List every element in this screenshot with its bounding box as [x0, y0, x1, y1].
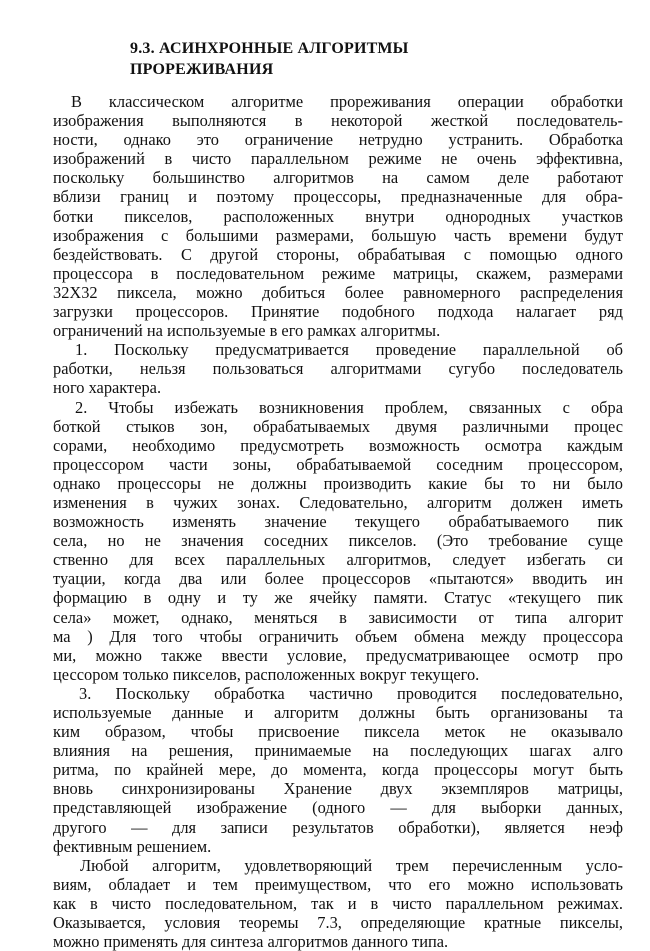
text-line: процессора в последовательном режиме матрицы, скажем, размерами: [53, 263, 623, 283]
text-line: поскольку большинство алгоритмов на самом деле работают: [53, 168, 623, 188]
text-line: ограничений на используемые в его рамках алгоритмы.: [53, 321, 441, 341]
text-line: В классическом алгоритме прореживания операции обработки: [71, 92, 623, 111]
text-line: ботки пикселов, расположенных внутри однородных участков: [53, 206, 623, 226]
text-line: цессором только пикселов, расположенных вокруг текущего.: [53, 664, 480, 684]
text-line: формацию в одну и ту же ячейку памяти. Статус «текущего пик: [53, 588, 623, 608]
heading-line-2: ПРОРЕЖИВАНИЯ: [130, 61, 274, 78]
text-line: бездействовать. С другой стороны, обрабатывая с помощью одного: [53, 244, 623, 264]
text-line: ким образом, чтобы присвоение пиксела меток не оказывало: [53, 722, 623, 742]
text-line: боткой стыков зон, обрабатываемых двумя различными процес: [53, 416, 623, 436]
text-line: представляющей изображение (одного — для выборки данных,: [53, 798, 623, 818]
text-line: села» может, однако, меняться в зависимости от типа алгорит: [53, 607, 623, 627]
text-line: используемые данные и алгоритм должны быть организованы та: [53, 703, 623, 722]
text-line: ственно для всех параллельных алгоритмов, следует избегать си: [53, 550, 623, 570]
text-line: фективным решением.: [53, 836, 212, 856]
paragraph: [53, 92, 623, 340]
paragraph: [53, 340, 623, 397]
text-line: как в чисто последовательном, так и в чисто параллельном режимах.: [53, 893, 623, 913]
text-line: сорами, необходимо предусмотреть возможность осмотра каждым: [53, 435, 623, 455]
text-line: процессором части зоны, обрабатываемой соседним процессором,: [53, 454, 623, 474]
text-line: Оказывается, условия теоремы 7.3, определяющие кратные пикселы,: [53, 913, 623, 933]
text-line: изображения выполняются в некоторой жесткой последователь-: [53, 111, 623, 131]
text-line: села, но не значения соседних пикселов. (Это требование суще: [53, 531, 623, 551]
text-line: возможность изменять значение текущего обрабатываемого пик: [53, 512, 623, 532]
text-line: можно применять для синтеза алгоритмов данного типа.: [53, 932, 449, 951]
text-line: однако процессоры не должны производить какие бы то ни было: [53, 473, 623, 493]
text-line: ми, можно также ввести условие, предусматривающее осмотр про: [53, 645, 623, 665]
text-line: 32X32 пиксела, можно добиться более равномерного распределения: [53, 282, 623, 302]
text-line: загрузки процессоров. Принятие подобного подхода налагает ряд: [53, 302, 623, 322]
text-line: 2. Чтобы избежать возникновения проблем, связанных с обра: [75, 397, 623, 417]
text-line: ного характера.: [53, 378, 162, 398]
text-line: изменения в чужих зонах. Следовательно, алгоритм должен иметь: [53, 492, 623, 512]
text-line: изображений в чисто параллельном режиме не очень эффективна,: [53, 149, 623, 169]
text-line: ма ) Для того чтобы ограничить объем обмена между процессора: [53, 626, 623, 646]
text-line: 1. Поскольку предусматривается проведение параллельной об: [75, 340, 623, 360]
text-line: ности, однако это ограничение нетрудно устранить. Обработка: [53, 130, 623, 150]
section-heading: [130, 38, 409, 80]
text-line: виям, обладает и тем преимуществом, что его можно использовать: [53, 874, 623, 894]
text-line: изображения с большими размерами, большую часть времени будут: [53, 225, 623, 245]
text-line: вновь синхронизированы Хранение двух экземпляров матрицы,: [53, 779, 623, 799]
paragraph: [53, 398, 623, 684]
paragraph: [53, 684, 623, 856]
text-line: другого — для записи результатов обработки), является неэф: [53, 817, 623, 837]
text-line: работки, нельзя пользоваться алгоритмами сугубо последователь: [53, 359, 623, 379]
text-line: влияния на решения, принимаемые на последующих шагах алго: [53, 741, 623, 761]
paragraph: [53, 856, 623, 951]
text-line: Любой алгоритм, удовлетворяющий трем перечисленным усло-: [80, 855, 623, 875]
text-line: 3. Поскольку обработка частично проводится последовательно,: [79, 683, 623, 703]
text-line: туации, когда два или более процессоров «пытаются» вводить ин: [53, 569, 623, 589]
text-line: ритма, по крайней мере, до момента, когда процессоры могут быть: [53, 760, 623, 780]
text-line: вблизи границ и поэтому процессоры, предназначенные для обра-: [53, 187, 623, 207]
body-text: [53, 92, 623, 951]
heading-line-1: 9.3. АСИНХРОННЫЕ АЛГОРИТМЫ: [130, 40, 409, 57]
